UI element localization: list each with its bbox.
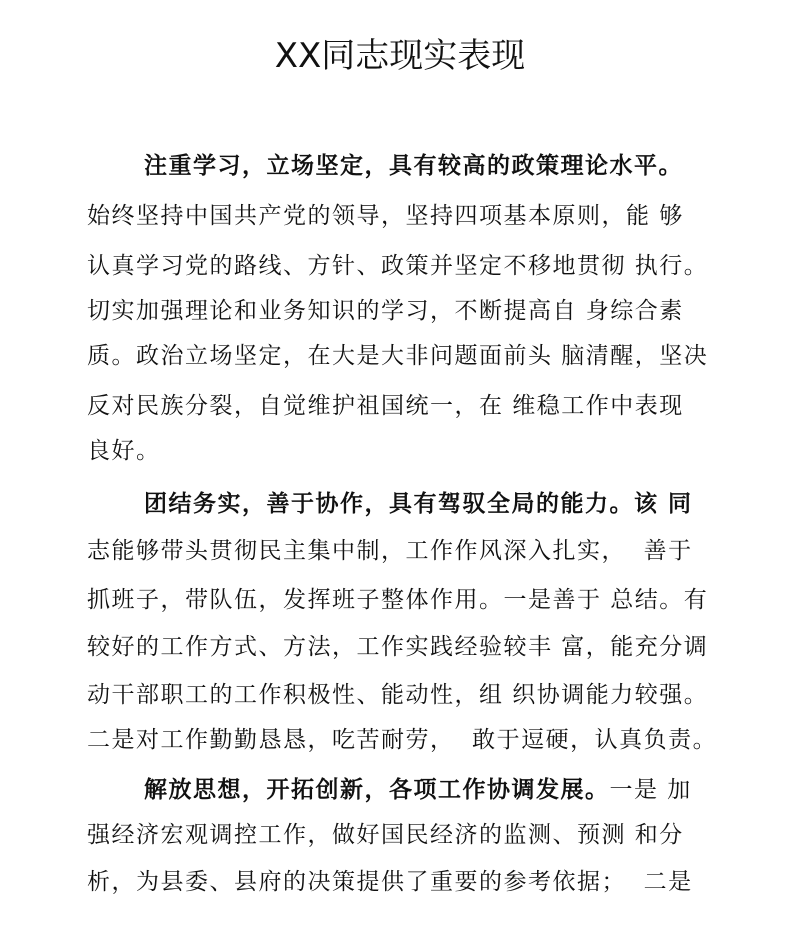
paragraph-1-line-1: 始终坚持中国共产党的领导，坚持四项基本原则，能 够 [87,203,684,229]
paragraph-1-line-3: 切实加强理论和业务知识的学习，不断提高自 身综合素 [87,298,684,324]
paragraph-3-lead-line [144,770,724,810]
paragraph-1-line-2: 认真学习党的路线、方针、政策并坚定不移地贯彻 执行。 [87,253,709,279]
paragraph-1-line-4: 质。政治立场坚定，在大是大非问题面前头 脑清醒，坚决 [87,343,709,369]
paragraph-3-line-1: 强经济宏观调控工作，做好国民经济的监测、预测 和分 [87,822,684,848]
paragraph-1-line-6: 良好。 [87,438,161,464]
paragraph-1-lead-line [144,146,724,186]
paragraph-2-line-2: 抓班子，带队伍，发挥班子整体作用。一是善于 总结。有 [87,587,709,613]
paragraph-2-line-3: 较好的工作方式、方法，工作实践经验较丰 富，能充分调 [87,634,709,660]
paragraph-1-lead: 注重学习，立场坚定，具有较高的政策理论水平。 [144,152,683,179]
paragraph-2-lead-tail: 该 同 [634,490,693,517]
paragraph-2-line-5: 二是对工作勤勤恳恳，吃苦耐劳， 敢于逗硬，认真负责。 [87,727,718,753]
paragraph-2-lead: 团结务实，善于协作，具有驾驭全局的能力。 [144,490,634,517]
paragraph-2-line-1: 志能够带头贯彻民主集中制，工作作风深入扎实， 善于 [87,538,693,564]
paragraph-3-line-2: 析，为县委、县府的决策提供了重要的参考依据； 二是 [87,869,693,895]
paragraph-3-lead-tail: 一是 加 [609,777,692,803]
paragraph-3-lead: 解放思想，开拓创新，各项工作协调发展。 [144,776,610,803]
document-title: XX同志现实表现 [274,36,526,76]
paragraph-2-line-4: 动干部职工的工作积极性、能动性，组 织协调能力较强。 [87,682,709,708]
paragraph-2-lead-line [144,484,724,524]
paragraph-1-line-5: 反对民族分裂，自觉维护祖国统一，在 维稳工作中表现 [87,393,684,419]
